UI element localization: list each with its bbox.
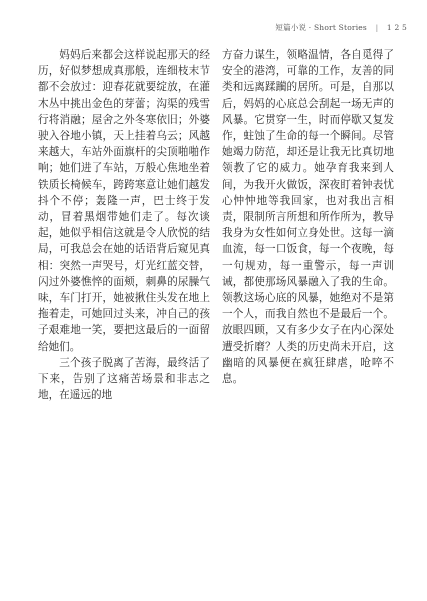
right-column (222, 47, 394, 567)
page-number: 1 2 5 (386, 23, 407, 32)
article-body (38, 47, 394, 567)
paragraph: 妈妈后来都会这样说起那天的经历，好似梦想成真那般，连细枝末节都不会放过：迎春花就要绽放，在灌木丛中挑出金色的芽蕾；沟渠的残雪行将消融；屋舍之外冬寒依旧；外婆驶入谷地小镇，天上挂着乌云；风越来越大，车站外面旗杆的尖顶啪啪作响；她们进了车站，万般心焦地坐着铁质长椅候车，跨跨寒意让她们越发抖个不停；轰隆一声，巴士终于发动，冒着黑烟带她们走了。每次谈起，她似乎相信这就是令人欣悦的结局，可我总会在她的话语背后窥见真相：突然一声哭号，灯光红蓝交替，闪过外婆憔悴的面颊，刺鼻的尿臊气味，车门打开，她被揪住头发在地上拖着走，可她回过头来，冲自己的孩子艰难地一笑，要把这最后的一面留给她们。 (38, 49, 210, 353)
header-separator: | (375, 23, 379, 32)
running-header (275, 22, 407, 33)
left-column (38, 47, 210, 567)
section-title: 短篇小说 · Short Stories (275, 23, 367, 32)
paragraph-continued: 方奋力谋生，领略温情，各自觅得了安全的港湾，可靠的工作，友善的同类和远离蹂躏的居所。可是，自那以后，妈妈的心底总会刮起一场无声的风暴。它贯穿一生，时而停歇又复发作，蛀蚀了生命的每一个瞬间。尽管她竭力防范，却还是让我无比真切地领教了它的威力。她孕育我来到人间，为我开火做饭，深夜盯着钟表忧心忡忡地等我回家，也对我出言相责，限制所言所想和所作所为，教导我身为女性如何立身处世。这每一滴血流，每一口饭食，每一个夜晚，每一句规劝，每一重警示，每一声训诫，都使那场风暴融入了我的生命。领教这场心底的风暴，她绝对不是第一个人，而我自然也不是最后一个。放眼四顾，又有多少女子在内心深处遭受折磨？人类的历史尚未开启，这幽暗的风暴便在疯狂肆虐，呛啐不息。 (222, 49, 394, 386)
paragraph: 三个孩子脱离了苦海，最终活了下来，告别了这痛苦场景和非志之地，在遥远的地 (38, 356, 210, 402)
